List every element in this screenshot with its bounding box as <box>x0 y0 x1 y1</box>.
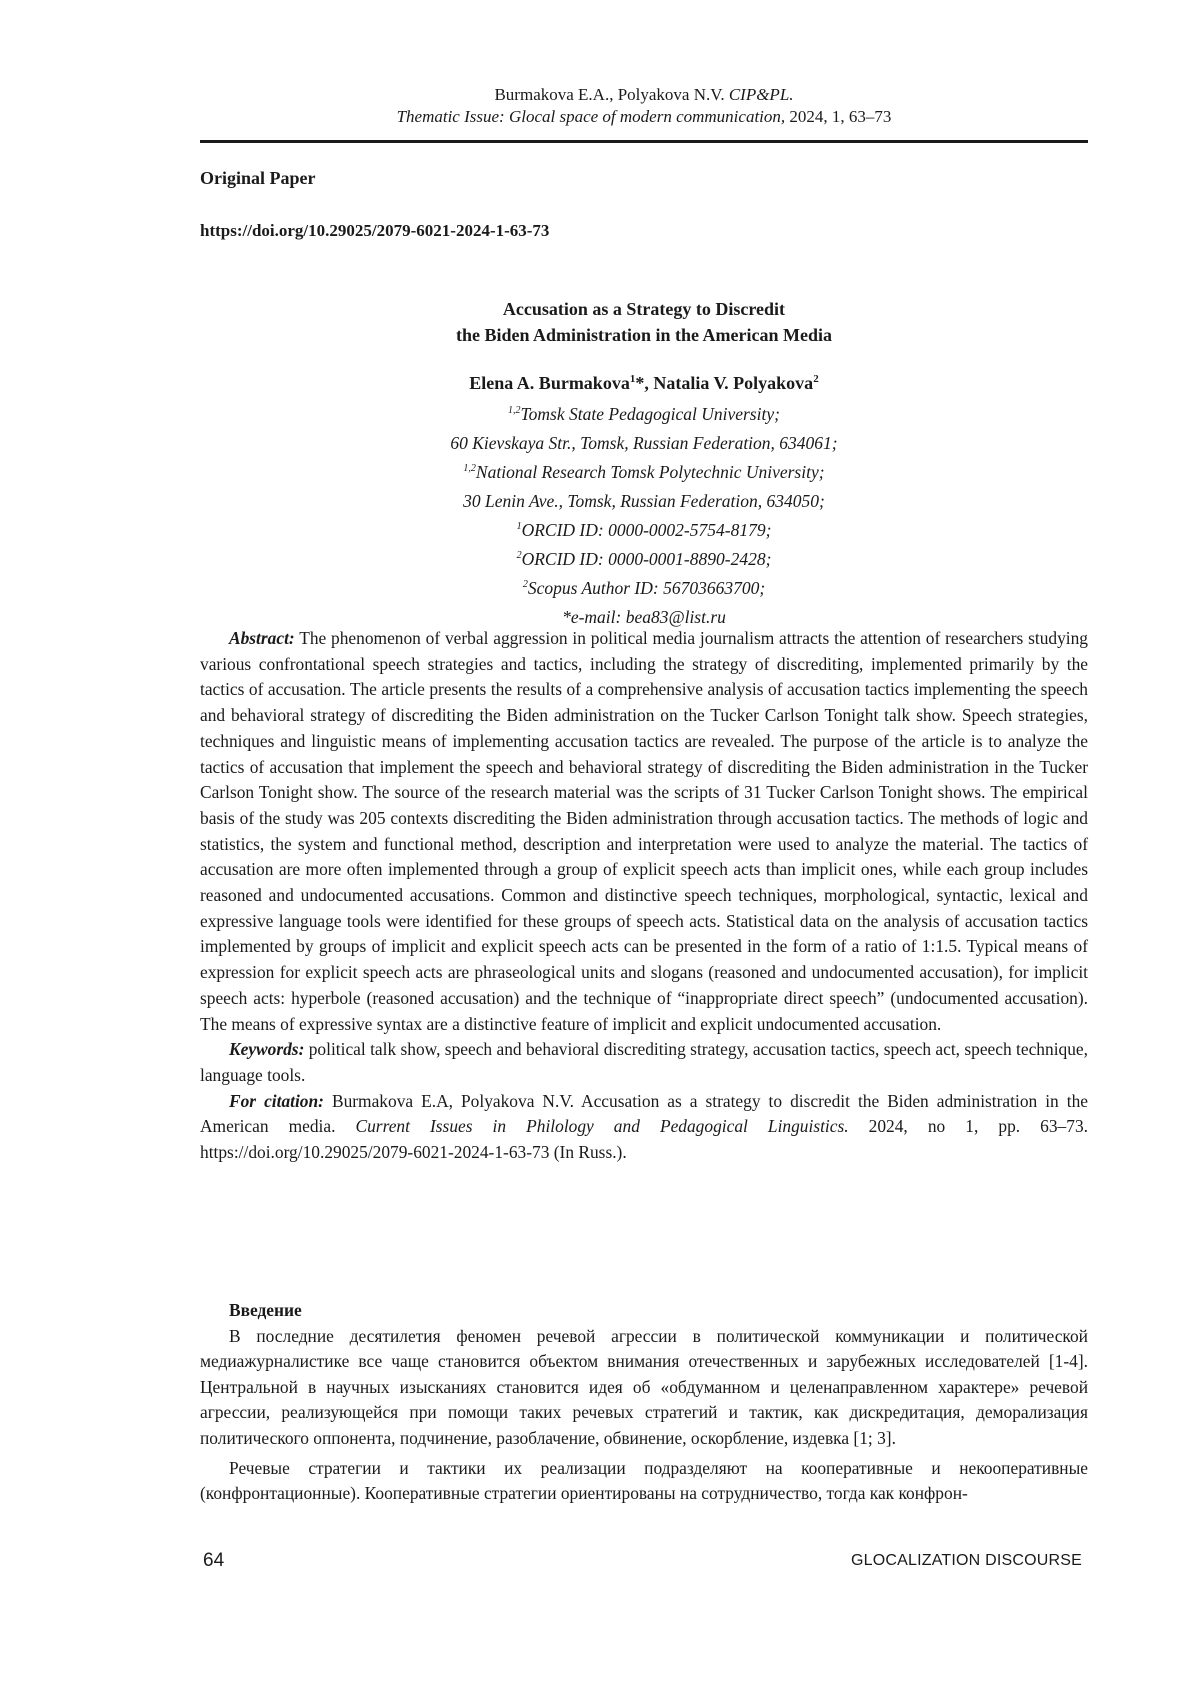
author-1-sup: 1 <box>629 373 636 385</box>
header-authors: Burmakova E.A., Polyakova N.V. <box>494 85 725 104</box>
author-1-mark: *, <box>635 373 649 393</box>
header-journal: CIP&PL. <box>728 85 794 104</box>
keywords-text: political talk show, speech and behavioral discrediting strategy, accusation tactics, speech act, speech technique, language tools. <box>200 1039 1088 1085</box>
citation-text: Burmakova E.A, Polyakova N.V. Accusation as a strategy to discredit the Biden administration in the American media. <box>200 1090 1088 1137</box>
affiliation-line: $^1$ORCID ID: 0000-0002-5754-8179; <box>516 519 772 540</box>
running-head-line1 <box>200 84 1088 106</box>
citation-text-after: 2024, no 1, pp. 63–73. https://doi.org/10.29025/2079-6021-2024-1-63-73 (In Russ.). <box>200 1116 1088 1163</box>
affiliation-line: $^2$Scopus Author ID: 56703663700; <box>522 578 766 599</box>
paper-type: Original Paper <box>200 168 316 188</box>
section-heading: Введение <box>229 1300 302 1320</box>
running-head-line2 <box>200 106 1088 128</box>
affiliation-line: 60 Kievskaya Str., Tomsk, Russian Federation, 634061; <box>450 432 838 453</box>
header-year: 2024, 1, 63–73 <box>789 107 892 126</box>
affiliation-line: *e-mail: bea83@list.ru <box>562 607 726 628</box>
running-head <box>200 84 1088 128</box>
abstract-section <box>200 626 1088 1166</box>
doi-link[interactable]: https://doi.org/10.29025/2079-6021-2024-1-63-73 <box>200 221 550 240</box>
citation-journal: Current Issues in Philology and Pedagogical Linguistics. <box>355 1116 849 1137</box>
title-line1: Accusation as a Strategy to Discredit <box>502 299 786 319</box>
affiliation-line: $^{1,2}$National Research Tomsk Polytechnic University; <box>463 461 825 482</box>
paper-title <box>200 296 1088 348</box>
page-number: 64 <box>203 1550 225 1571</box>
footer-journal-name: GLOCALIZATION DISCOURSE <box>850 1552 1082 1569</box>
body-paragraph: В последние десятилетия феномен речевой агрессии в политической коммуникации и политической медиажурналистике все чаще становится объектом внимания отечественных и зарубежных исследователей [1-4]. Центральной в научных изысканиях становится идея об «обдуманном и целенаправленном характере» речевой агрессии, реализующейся при помощи таких речевых стратегий и тактик, как дискредитация, деморализация политического оппонента, подчинение, разоблачение, обвинение, оскорбление, издевка [1; 3]. <box>200 1325 1088 1448</box>
abstract <box>200 626 1088 1037</box>
citation <box>200 1089 1088 1166</box>
keywords-label: Keywords: <box>229 1039 305 1060</box>
authors <box>200 373 1088 394</box>
author-2-sup: 2 <box>813 373 819 385</box>
keywords <box>200 1037 1088 1088</box>
abstract-text: The phenomenon of verbal aggression in political media journalism attracts the attention of researchers studying various confrontational speech strategies and tactics, including the strategy of discrediting, implemented primarily by the tactics of accusation. The article presents the results of a comprehensive analysis of accusation tactics implementing the speech and behavioral strategy of discrediting the Biden administration on the Tucker Carlson Tonight talk show. Speech strategies, techniques and linguistic means of implementing accusation tactics are revealed. The purpose of the article is to analyze the tactics of accusation that implement the speech and behavioral strategy of discrediting the Biden administration in the Tucker Carlson Tonight show. The source of the research material was the scripts of 31 Tucker Carlson Tonight shows. The empirical basis of the study was 205 contexts discrediting the Biden administration through accusation tactics. The methods of logic and statistics, the system and functional method, description and interpretation were used to analyze the material. The tactics of accusation are more often implemented through a group of explicit speech acts than implicit ones, while each group includes reasoned and undocumented accusations. Common and distinctive speech techniques, morphological, syntactic, lexical and expressive language tools were identified for these groups of speech acts. Statistical data on the analysis of accusation tactics implemented by groups of implicit and explicit speech acts can be presented in the form of a ratio of 1:1.5. Typical means of expression for explicit speech acts are phraseological units and slogans (reasoned and undocumented accusation), for implicit speech acts: hyperbole (reasoned accusation) and the technique of “inappropriate direct speech” (undocumented accusation). The means of expressive syntax are a distinctive feature of implicit and explicit undocumented accusation. <box>200 628 1088 1034</box>
introduction-section <box>200 1298 1088 1511</box>
header-rule <box>200 140 1088 143</box>
affiliation-line: $^{1,2}$Tomsk State Pedagogical University; <box>508 403 780 424</box>
affiliations <box>200 398 1088 630</box>
abstract-label: Abstract: <box>229 628 295 648</box>
author-2: Natalia V. Polyakova <box>653 373 814 393</box>
affiliation-line: $^2$ORCID ID: 0000-0001-8890-2428; <box>516 548 772 569</box>
body-paragraph: Речевые стратегии и тактики их реализации подразделяют на кооперативные и некооперативные (конфронтационные). Кооперативные стратегии ориентированы на сотрудничество, тогда как конфрон- <box>200 1457 1088 1504</box>
citation-label: For citation: <box>229 1090 324 1111</box>
title-line2: the Biden Administration in the American Media <box>455 325 832 345</box>
header-issue: Thematic Issue: Glocal space of modern communication, <box>396 107 786 126</box>
author-1: Elena A. Burmakova <box>469 373 630 393</box>
affiliation-line: 30 Lenin Ave., Tomsk, Russian Federation, 634050; <box>463 490 825 511</box>
